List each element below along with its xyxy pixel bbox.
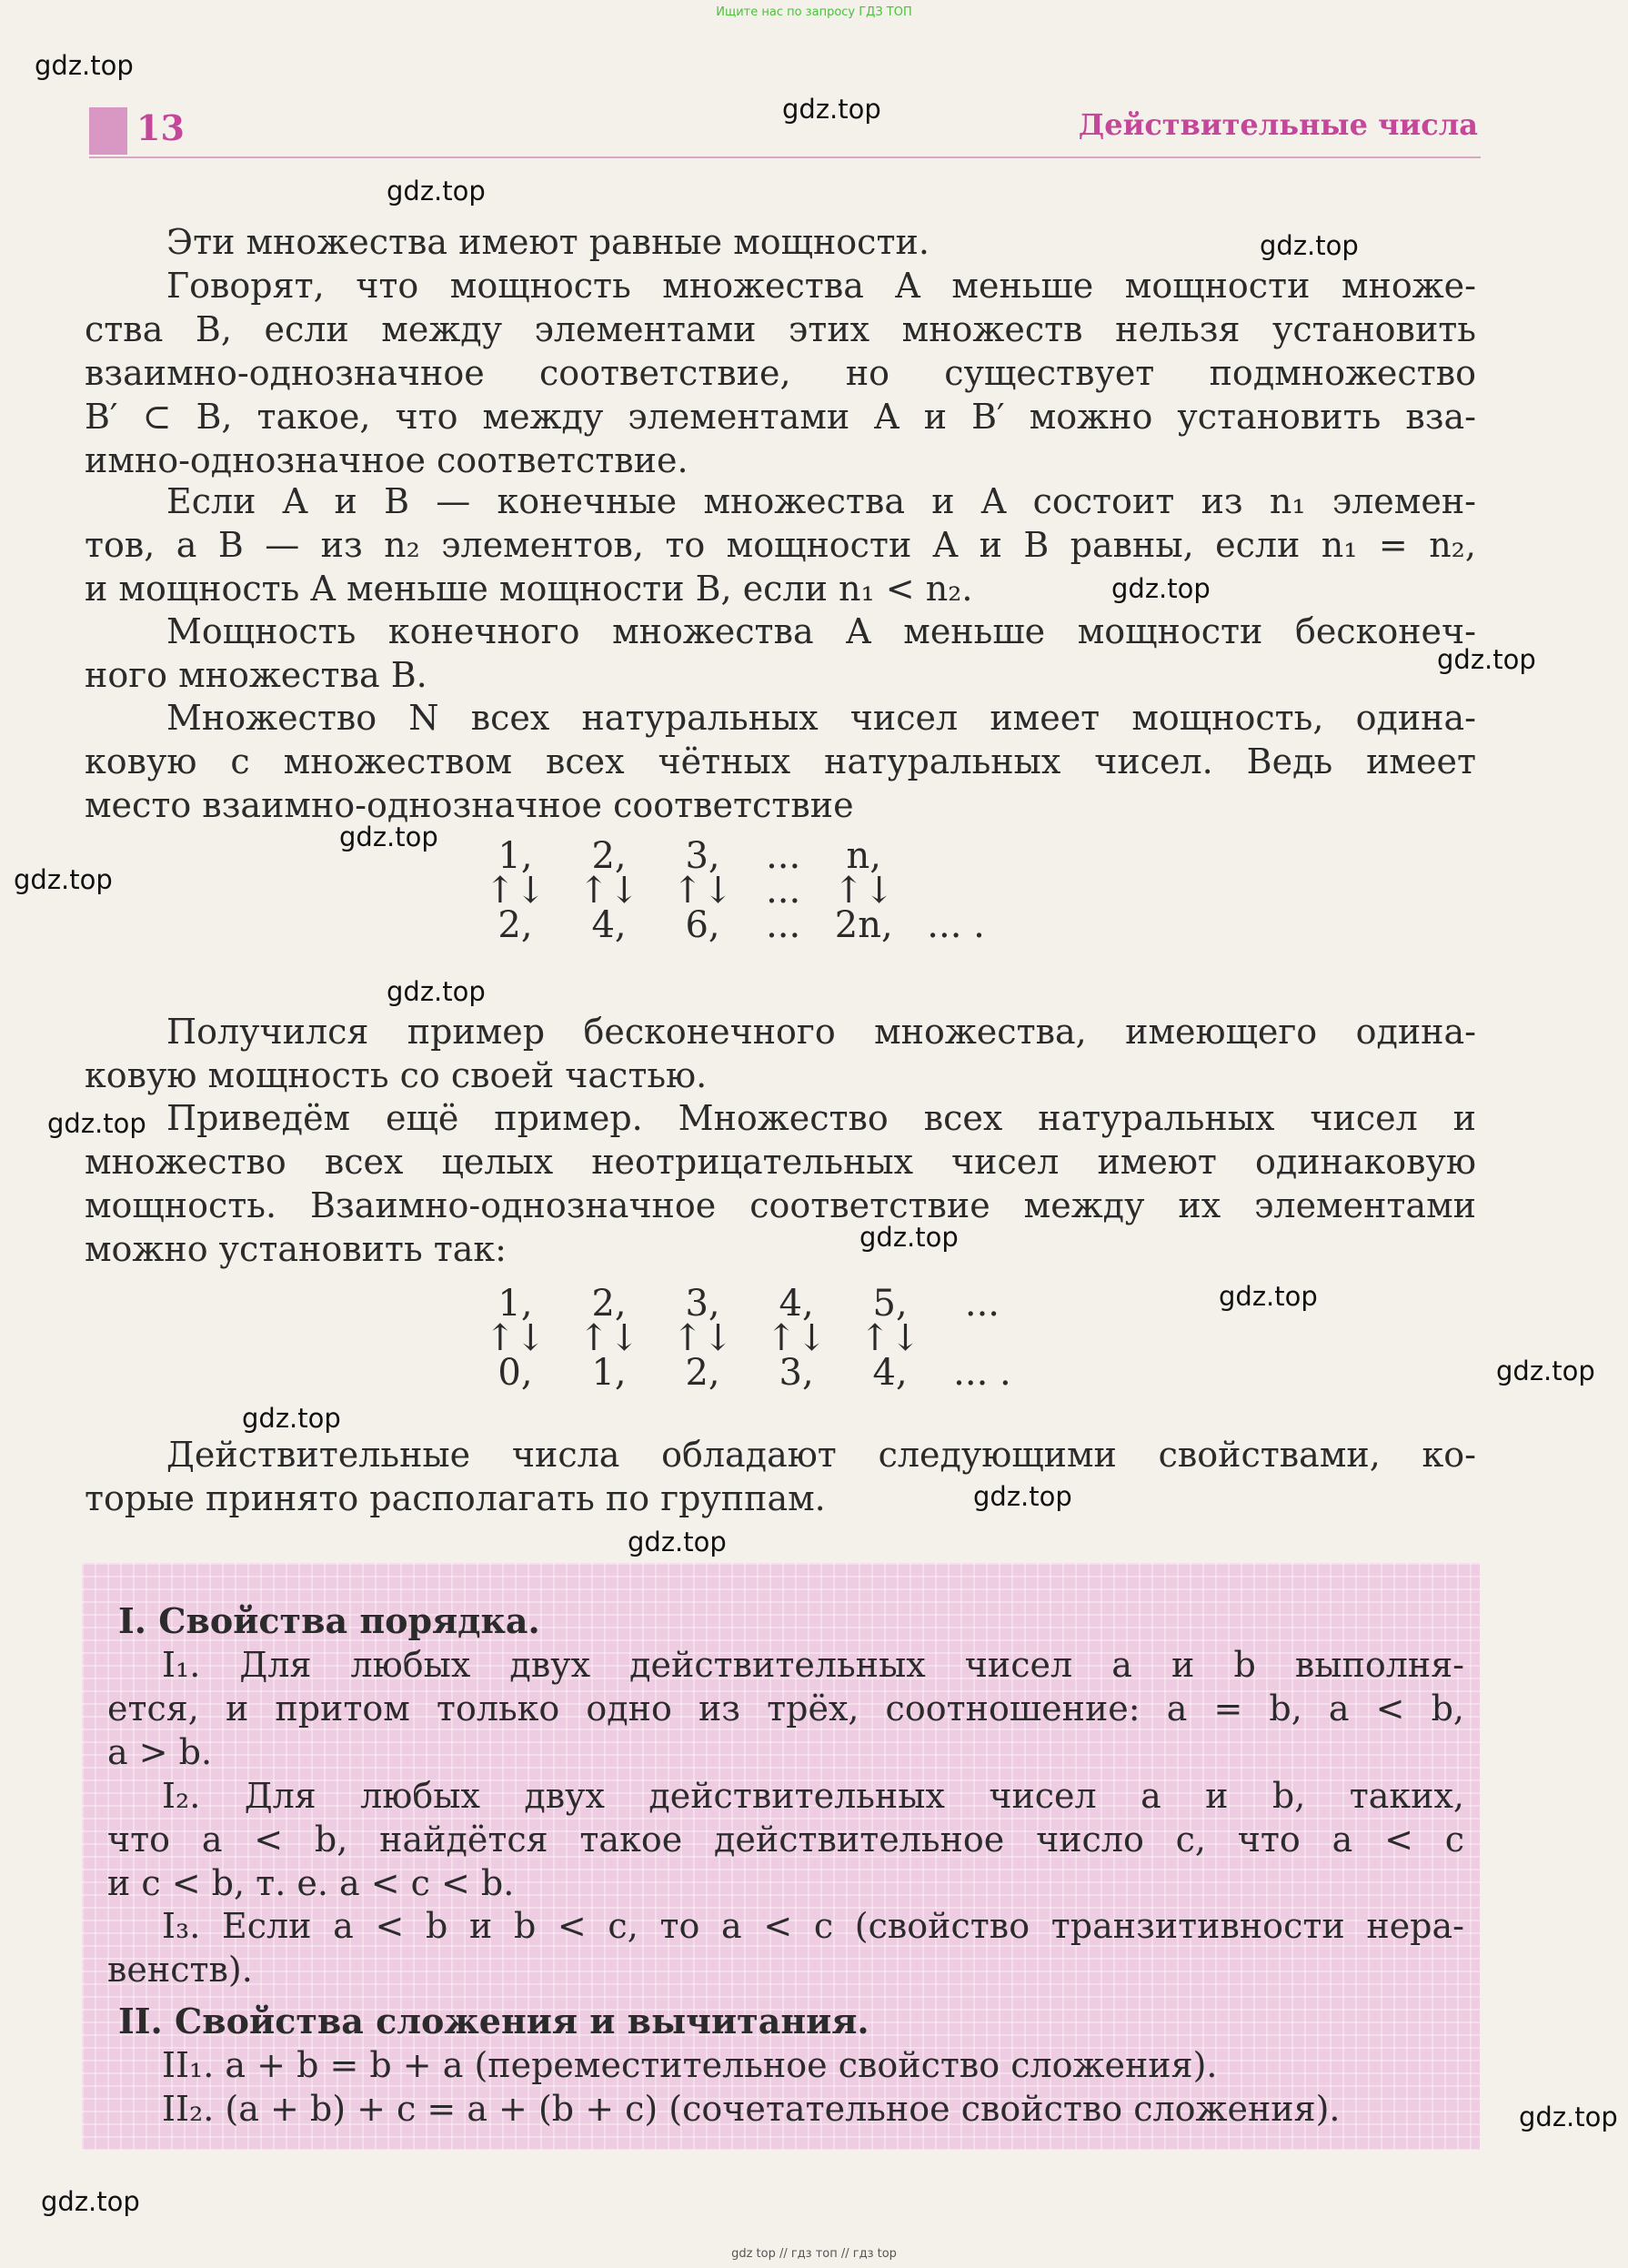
text-line: ется, и притом только одно из трёх, соотношение: a = b, a < b, (107, 1688, 1464, 1729)
corr-bottom-cell: 6, (685, 904, 720, 946)
text-line: торые принято располагать по группам. (85, 1478, 826, 1518)
text-line: Говорят, что мощность множества A меньше мощности множе- (166, 266, 1476, 306)
double-arrow-icon: ↑↓ (578, 870, 640, 912)
double-arrow-icon: ↑↓ (672, 1317, 734, 1359)
paragraph-8 (85, 1433, 1476, 1520)
paragraph-7 (85, 1096, 1476, 1271)
double-arrow-icon: ↑↓ (485, 1317, 547, 1359)
double-arrow-icon: ↑↓ (833, 870, 895, 912)
chapter-title: Действительные числа (1078, 107, 1478, 142)
watermark: gdz.top (47, 1108, 146, 1139)
watermark: gdz.top (782, 94, 881, 125)
watermark: gdz.top (14, 864, 113, 895)
text-line: множество всех целых неотрицательных чисел имеют одинаковую (85, 1142, 1476, 1182)
double-arrow-icon: ↑↓ (766, 1317, 828, 1359)
text-line: взаимно-однозначное соответствие, но существует подмножество (85, 353, 1476, 393)
corr-bottom-cell: 2n, (834, 904, 893, 946)
text-line: и мощность A меньше мощности B, если n₁ < n₂. (85, 569, 973, 609)
watermark: gdz.top (387, 176, 486, 207)
corr-top-cell: ... (766, 835, 801, 877)
corr-bottom-cell: 4, (591, 904, 627, 946)
corr-bottom-cell: 3, (779, 1352, 814, 1394)
property-ii2 (162, 2087, 1464, 2131)
corr-top-cell: 2, (591, 1283, 627, 1325)
section-heading-addition (118, 2000, 1464, 2043)
property-i2 (107, 1774, 1464, 1905)
corr-bottom-cell: ... (766, 904, 801, 946)
text-line: II₁. a + b = b + a (переместительное свойство сложения). (162, 2045, 1218, 2085)
text-line: I₂. Для любых двух действительных чисел a и b, таких, (162, 1776, 1464, 1816)
watermark: gdz.top (387, 976, 486, 1007)
paragraph-6 (85, 1010, 1476, 1097)
text-line: a > b. (107, 1732, 213, 1772)
watermark: gdz.top (973, 1481, 1072, 1512)
paragraph-4 (85, 610, 1476, 697)
watermark: gdz.top (41, 2186, 140, 2217)
watermark: gdz.top (35, 50, 134, 81)
text-line: имно-однозначное соответствие. (85, 440, 688, 480)
bottom-links[interactable]: gdz top // гдз топ // гдз top (731, 2247, 897, 2261)
corr-top-cell: n, (846, 835, 881, 877)
watermark: gdz.top (1111, 573, 1211, 604)
text-line: I₃. Если a < b и b < c, то a < c (свойство транзитивности нера- (162, 1906, 1464, 1946)
paragraph-2 (85, 264, 1476, 482)
text-line: B′ ⊂ B, такое, что между элементами A и B′ можно установить вза- (85, 397, 1476, 437)
watermark: gdz.top (1260, 230, 1359, 261)
text-line: I. Свойства порядка. (118, 1600, 540, 1641)
text-line: и c < b, т. е. a < c < b. (107, 1863, 515, 1903)
text-line: венств). (107, 1950, 253, 1990)
property-i1 (107, 1643, 1464, 1774)
watermark: gdz.top (1219, 1281, 1318, 1312)
watermark: gdz.top (242, 1403, 341, 1434)
double-arrow-icon: ↑↓ (578, 1317, 640, 1359)
corr-bottom-cell: ... . (927, 904, 985, 946)
corr-top-cell: 1, (497, 1283, 533, 1325)
section-heading-order (118, 1599, 1464, 1643)
corr-top-cell: 4, (779, 1283, 814, 1325)
paragraph-5 (85, 696, 1476, 827)
corr-bottom-cell: 2, (497, 904, 533, 946)
double-arrow-icon: ↑↓ (859, 1317, 921, 1359)
text-line: II₂. (a + b) + c = a + (b + c) (сочетательное свойство сложения). (162, 2089, 1341, 2129)
corr-top-cell: 2, (591, 835, 627, 877)
text-line: тов, а B — из n₂ элементов, то мощности A и B равны, если n₁ = n₂, (85, 525, 1476, 565)
text-line: I₁. Для любых двух действительных чисел a и b выполня- (162, 1645, 1464, 1685)
text-line: что a < b, найдётся такое действительное число c, что a < c (107, 1819, 1464, 1860)
text-line: можно установить так: (85, 1229, 507, 1269)
header-divider (89, 156, 1481, 158)
corr-top-cell: 3, (685, 835, 720, 877)
corr-bottom-cell: ... . (953, 1352, 1011, 1394)
watermark: gdz.top (628, 1527, 727, 1557)
correspondence-table-1 (468, 835, 1001, 946)
top-search-link[interactable]: Ищите нас по запросу ГДЗ ТОП (716, 5, 912, 19)
watermark: gdz.top (1496, 1356, 1595, 1386)
double-arrow-icon: ↑↓ (672, 870, 734, 912)
corr-top-cell: ... (964, 1283, 1000, 1325)
property-i3 (107, 1904, 1464, 1991)
paragraph-3 (85, 479, 1476, 610)
text-line: мощность. Взаимно-однозначное соответствие между их элементами (85, 1185, 1476, 1225)
page-number: 13 (136, 107, 185, 148)
paragraph-1 (85, 220, 1476, 264)
double-arrow-icon: ↑↓ (485, 870, 547, 912)
text-line: II. Свойства сложения и вычитания. (118, 2001, 869, 2041)
text-line: ковую мощность со своей частью. (85, 1055, 708, 1095)
text-line: Действительные числа обладают следующими свойствами, ко- (166, 1435, 1476, 1475)
text-line: ковую с множеством всех чётных натуральных чисел. Ведь имеет (85, 741, 1476, 781)
text-line: Получился пример бесконечного множества, имеющего одина- (166, 1012, 1476, 1052)
corr-bottom-cell: 4, (872, 1352, 908, 1394)
watermark: gdz.top (859, 1222, 959, 1253)
corr-ellipsis: ... (766, 870, 801, 912)
text-line: Множество N всех натуральных чисел имеет мощность, одина- (166, 698, 1476, 738)
corr-bottom-cell: 1, (591, 1352, 627, 1394)
text-line: Эти множества имеют равные мощности. (166, 222, 930, 262)
watermark: gdz.top (1437, 644, 1536, 675)
watermark: gdz.top (339, 822, 438, 852)
text-line: ного множества B. (85, 655, 427, 695)
text-line: место взаимно-однозначное соответствие (85, 785, 854, 825)
text-line: ства B, если между элементами этих множеств нельзя установить (85, 309, 1476, 349)
corr-bottom-cell: 2, (685, 1352, 720, 1394)
text-line: Если A и B — конечные множества и A состоит из n₁ элемен- (166, 481, 1476, 521)
property-ii1 (162, 2043, 1464, 2087)
corr-top-cell: 1, (497, 835, 533, 877)
corr-bottom-cell: 0, (497, 1352, 533, 1394)
watermark: gdz.top (1519, 2102, 1618, 2132)
corr-top-cell: 3, (685, 1283, 720, 1325)
corr-top-cell: 5, (872, 1283, 908, 1325)
text-line: Приведём ещё пример. Множество всех натуральных чисел и (166, 1098, 1476, 1138)
correspondence-table-2 (468, 1283, 1028, 1394)
text-line: Мощность конечного множества A меньше мощности бесконеч- (166, 611, 1476, 651)
page-number-marker (89, 107, 127, 155)
